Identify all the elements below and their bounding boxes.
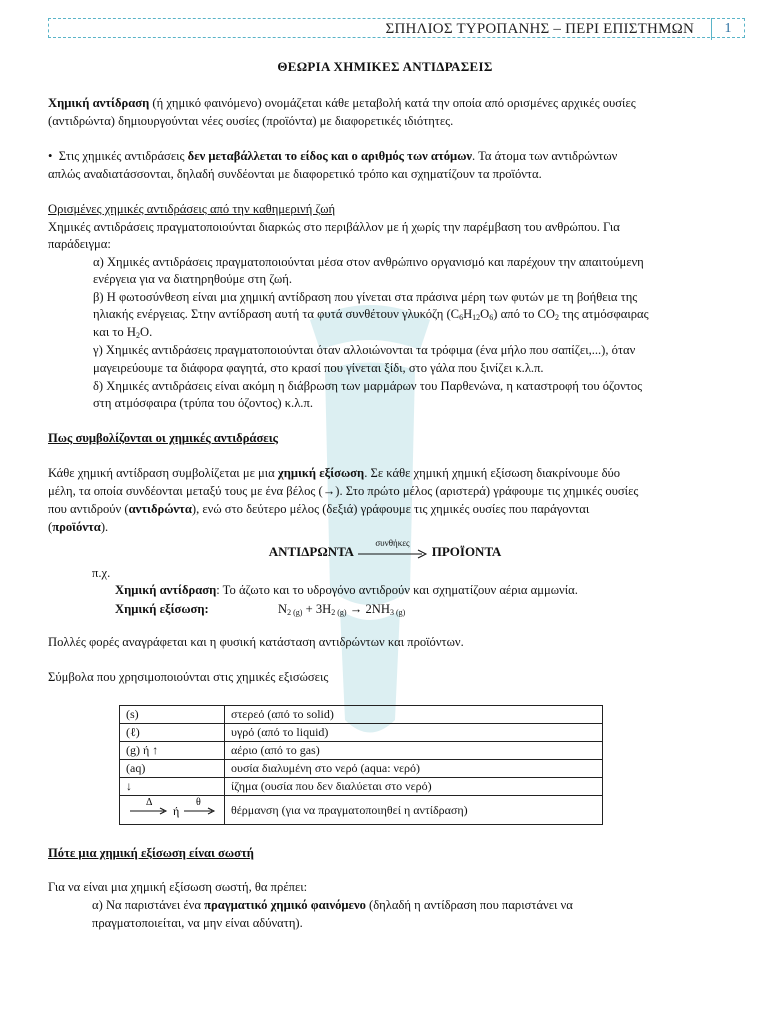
symbolize-line-3: που αντιδρούν (αντιδρώντα), ενώ στο δεύτερο μέλος (δεξιά) γράφουμε τις χημικές ουσίες που παράγονται bbox=[48, 502, 590, 516]
symbolize-line-1: Κάθε χημική αντίδραση συμβολίζεται με μια χημική εξίσωση. Σε κάθε χημική χημική εξίσωση διακρίνουμε δύο bbox=[48, 466, 621, 480]
page-header bbox=[48, 18, 745, 38]
symbolize-line-4: (προϊόντα). bbox=[48, 520, 109, 534]
daily-item-b-1: β) Η φωτοσύνθεση είναι μια χημική αντίδραση που γίνεται στα πράσινα μέρη των φυτών με τη βοήθεια της bbox=[93, 290, 638, 304]
general-equation bbox=[48, 538, 722, 560]
meaning-cell: υγρό (από το liquid) bbox=[225, 724, 603, 742]
symbolize-heading: Πως συμβολίζονται οι χημικές αντιδράσεις bbox=[48, 431, 278, 445]
daily-line-1: Χημικές αντιδράσεις πραγματοποιούνται διαρκώς στο περιβάλλον με ή χωρίς την παρέμβαση του ανθρώπου. Για bbox=[48, 220, 620, 234]
state-note: Πολλές φορές αναγράφεται και η φυσική κατάσταση αντιδρώντων και προϊόντων. bbox=[48, 635, 464, 649]
document-title: ΘΕΩΡΙΑ ΧΗΜΙΚΕΣ ΑΝΤΙΔΡΑΣΕΙΣ bbox=[277, 59, 493, 74]
symbol-cell: ↓ bbox=[120, 778, 225, 796]
table-row bbox=[120, 760, 603, 778]
intro-line-1: Χημική αντίδραση (ή χημικό φαινόμενο) ονομάζεται κάθε μεταβολή κατά την οποία από ορισμένες αρχικές ουσίες bbox=[48, 96, 636, 110]
daily-item-a-2: ενέργεια για να διατηρηθούμε στη ζωή. bbox=[93, 272, 293, 286]
symbol-cell: (g) ή ↑ bbox=[120, 742, 225, 760]
equation-reactants: ΑΝΤΙΔΡΩΝΤΑ bbox=[268, 544, 354, 559]
table-row bbox=[120, 796, 603, 825]
daily-line-2: παράδειγμα: bbox=[48, 237, 111, 251]
symbols-intro: Σύμβολα που χρησιμοποιούνται στις χημικές εξισώσεις bbox=[48, 670, 329, 684]
delta-label: Δ bbox=[146, 797, 153, 808]
table-row bbox=[120, 706, 603, 724]
equation-products: ΠΡΟΪΟΝΤΑ bbox=[431, 544, 502, 559]
heat-arrows-icon bbox=[126, 796, 218, 820]
correct-item-a-2: πραγματοποιείται, να μην είναι αδύνατη). bbox=[92, 916, 303, 930]
table-row bbox=[120, 724, 603, 742]
intro-line-2: (αντιδρώντα) δημιουργούνται νέες ουσίες (προϊόντα) με διαφορετικές ιδιότητες. bbox=[48, 114, 454, 128]
symbol-cell: (s) bbox=[120, 706, 225, 724]
term-chemical-reaction: Χημική αντίδραση bbox=[48, 96, 150, 110]
daily-item-d-2: στη ατμόσφαιρα (τρύπα του όζοντος) κ.λ.π. bbox=[93, 396, 313, 410]
table-row bbox=[120, 742, 603, 760]
table-row bbox=[120, 778, 603, 796]
daily-item-a-1: α) Χημικές αντιδράσεις πραγματοποιούνται μέσα στον ανθρώπινο οργανισμό και παρέχουν την απαιτούμενη bbox=[93, 255, 644, 269]
conditions-arrow bbox=[356, 538, 428, 560]
header-title: ΣΠΗΛΙΟΣ ΤΥΡΟΠΑΝΗΣ – ΠΕΡΙ ΕΠΙΣΤΗΜΩΝ bbox=[385, 21, 694, 37]
bullet-symbol: • bbox=[48, 149, 53, 163]
correct-item-a-1: α) Να παριστάνει ένα πραγματικό χημικό φαινόμενο (δηλαδή η αντίδραση που παριστάνει να bbox=[92, 898, 573, 912]
symbol-cell: (aq) bbox=[120, 760, 225, 778]
daily-heading: Ορισμένες χημικές αντιδράσεις από την καθημερινή ζωή bbox=[48, 202, 336, 216]
correct-line-1: Για να είναι μια χημική εξίσωση σωστή, θα πρέπει: bbox=[48, 880, 308, 894]
symbol-cell: (ℓ) bbox=[120, 724, 225, 742]
bullet-line-2: απλώς αναδιατάσσονται, δηλαδή συνδέονται με διαφορετικό τρόπο και σχηματίζουν τα προϊόντα. bbox=[48, 167, 542, 181]
symbols-table bbox=[119, 705, 603, 825]
daily-item-d-1: δ) Χημικές αντιδράσεις είναι ακόμη η διάβρωση των μαρμάρων του Παρθενώνα, η καταστροφή του όζοντος bbox=[93, 379, 643, 393]
example-reaction: Χημική αντίδραση: Το άζωτο και το υδρογόνο αντιδρούν και σχηματίζουν αέρια αμμωνία. bbox=[115, 583, 578, 597]
daily-item-c-2: μαγειρεύουμε τα διάφορα φαγητά, στο κρασί που γίνεται ξίδι, στο γάλα που ξινίζει κ.λ.π. bbox=[93, 361, 544, 375]
meaning-cell: ουσία διαλυμένη στο νερό (aqua: νερό) bbox=[225, 760, 603, 778]
daily-item-c-1: γ) Χημικές αντιδράσεις πραγματοποιούνται όταν αλλοιώνονται τα τρόφιμα (ένα μήλο που σαπίζει,...), όταν bbox=[93, 343, 636, 357]
correct-heading: Πότε μια χημική εξίσωση είναι σωστή bbox=[48, 846, 254, 860]
daily-item-b-3: και το $H_2O$. bbox=[93, 325, 153, 340]
meaning-cell: αέριο (από το gas) bbox=[225, 742, 603, 760]
meaning-cell: ίζημα (ουσία που δεν διαλύεται στο νερό) bbox=[225, 778, 603, 796]
arrow-icon bbox=[356, 547, 428, 561]
example-equation-label: Χημική εξίσωση: bbox=[115, 602, 209, 616]
page-number: 1 bbox=[711, 18, 744, 40]
meaning-cell: στερεό (από το solid) bbox=[225, 706, 603, 724]
conditions-label: συνθήκες bbox=[375, 538, 410, 549]
or-label: ή bbox=[173, 804, 180, 818]
daily-item-b-2: ηλιακής ενέργειας. Στην αντίδραση αυτή τα φυτά συνθέτουν γλυκόζη $(C_6H_{12}O_6)$ από το $CO_2$ της ατμόσφαιρας bbox=[93, 307, 649, 322]
example-prefix: π.χ. bbox=[92, 566, 111, 580]
bullet-line-1: • Στις χημικές αντιδράσεις δεν μεταβάλλεται το είδος και ο αριθμός των ατόμων. Τα άτομα των αντιδρώντων bbox=[48, 149, 618, 163]
meaning-cell: θέρμανση (για να πραγματοποιηθεί η αντίδραση) bbox=[225, 796, 603, 825]
example-equation: $N_{2 (g)} + 3H_{2 (g)} \to 2NH_{3 (g)}$ bbox=[278, 602, 406, 617]
symbolize-line-2: μέλη, τα οποία συνδέονται μεταξύ τους με ένα βέλος (→). Στο πρώτο μέλος (αριστερά) γράφουμε τις χημικές ουσίες bbox=[48, 484, 639, 498]
theta-label: θ bbox=[196, 797, 201, 808]
heat-symbol-cell bbox=[120, 796, 225, 825]
